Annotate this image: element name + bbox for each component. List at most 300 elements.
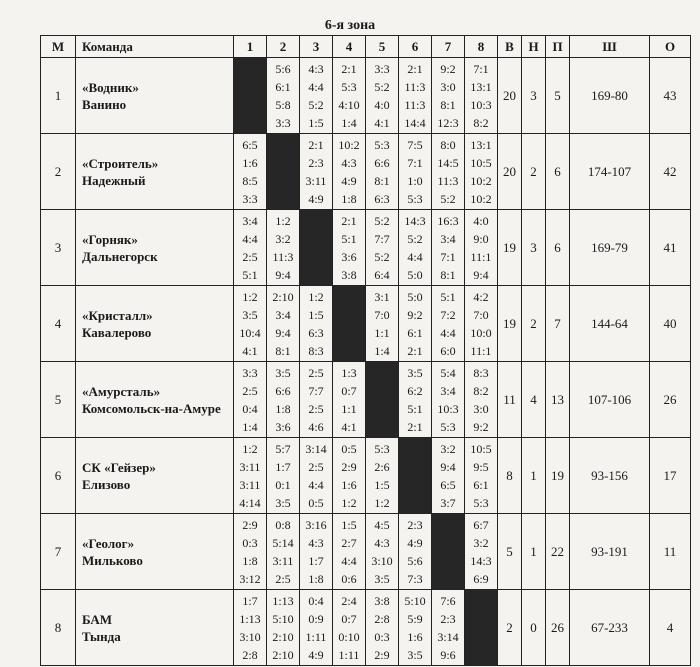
match-score: 0:4 xyxy=(242,401,258,416)
match-score: 3:5 xyxy=(242,307,258,322)
place-cell: 3 xyxy=(41,210,76,286)
match-scores-cell xyxy=(300,362,333,438)
match-score: 4:3 xyxy=(341,155,357,170)
match-score: 5:2 xyxy=(407,231,423,246)
team-name: «Водник» xyxy=(82,79,139,95)
losses-cell: 19 xyxy=(546,438,570,514)
match-scores-cell xyxy=(366,210,399,286)
team-cell xyxy=(76,286,234,362)
col-opponent-1-header: 1 xyxy=(234,36,267,58)
match-scores-cell xyxy=(432,362,465,438)
match-score: 3:3 xyxy=(374,61,390,76)
match-score: 1:5 xyxy=(308,307,324,322)
team-row xyxy=(41,514,691,590)
points-cell: 43 xyxy=(650,58,691,134)
match-scores-cell xyxy=(366,58,399,134)
col-goals-header: Ш xyxy=(570,36,650,58)
match-score: 8:1 xyxy=(275,343,291,358)
match-score: 5:2 xyxy=(374,249,390,264)
team-row xyxy=(41,590,691,666)
match-score: 3:3 xyxy=(242,191,258,206)
match-scores-cell xyxy=(366,134,399,210)
match-score: 3:10 xyxy=(239,629,261,644)
match-score: 5:3 xyxy=(374,137,390,152)
match-score: 5:8 xyxy=(275,97,291,112)
match-score: 2:9 xyxy=(374,647,390,662)
match-score: 4:4 xyxy=(440,325,456,340)
match-score: 3:3 xyxy=(242,365,258,380)
match-score: 1:2 xyxy=(242,289,258,304)
match-scores-cell xyxy=(234,590,267,666)
match-score: 4:4 xyxy=(242,231,258,246)
match-score: 9:2 xyxy=(407,307,423,322)
match-score: 1:13 xyxy=(239,611,261,626)
team-cell xyxy=(76,438,234,514)
match-scores-cell xyxy=(366,438,399,514)
team-cell xyxy=(76,210,234,286)
match-score: 3:4 xyxy=(275,307,291,322)
match-score: 8:3 xyxy=(308,343,324,358)
match-score: 2:1 xyxy=(341,213,357,228)
match-score: 2:9 xyxy=(341,459,357,474)
match-score: 6:2 xyxy=(407,383,423,398)
match-score: 6:5 xyxy=(242,137,258,152)
match-score: 5:9 xyxy=(407,611,423,626)
match-score: 3:8 xyxy=(374,593,390,608)
match-scores-cell xyxy=(465,514,498,590)
losses-cell: 22 xyxy=(546,514,570,590)
team-name: «Амурсталь» xyxy=(82,383,161,399)
match-score: 12:3 xyxy=(437,115,459,130)
match-scores-cell xyxy=(399,514,432,590)
points-cell: 41 xyxy=(650,210,691,286)
team-city: Мильково xyxy=(82,552,143,568)
match-score: 1:6 xyxy=(341,477,357,492)
team-cell xyxy=(76,362,234,438)
match-score: 1:7 xyxy=(308,553,324,568)
match-score: 1:2 xyxy=(308,289,324,304)
match-scores-cell xyxy=(399,286,432,362)
place-cell: 6 xyxy=(41,438,76,514)
match-score: 4:9 xyxy=(308,191,324,206)
match-score: 5:2 xyxy=(374,213,390,228)
match-score: 4:4 xyxy=(407,249,423,264)
match-score: 10:2 xyxy=(338,137,360,152)
goals-cell: 67-233 xyxy=(570,590,650,666)
team-name: «Горняк» xyxy=(82,231,138,247)
match-score: 7:5 xyxy=(407,137,423,152)
match-score: 5:2 xyxy=(440,191,456,206)
team-name: БАМ xyxy=(82,611,113,627)
col-opponent-2-header: 2 xyxy=(267,36,300,58)
match-score: 13:1 xyxy=(470,137,492,152)
match-score: 5:4 xyxy=(440,365,456,380)
match-score: 1:5 xyxy=(308,115,324,130)
match-score: 8:0 xyxy=(440,137,456,152)
points-cell: 40 xyxy=(650,286,691,362)
match-score: 7:1 xyxy=(440,249,456,264)
match-score: 1:2 xyxy=(374,495,390,510)
team-city: Тында xyxy=(82,628,121,644)
col-losses-header: П xyxy=(546,36,570,58)
match-score: 14:4 xyxy=(404,115,426,130)
match-score: 5:2 xyxy=(308,97,324,112)
match-scores-cell xyxy=(432,210,465,286)
goals-cell: 93-156 xyxy=(570,438,650,514)
match-score: 1:8 xyxy=(275,401,291,416)
match-score: 2:5 xyxy=(308,401,324,416)
match-score: 2:9 xyxy=(242,517,258,532)
draws-cell: 3 xyxy=(522,58,546,134)
match-score: 8:1 xyxy=(440,97,456,112)
header-row xyxy=(41,36,691,58)
points-cell: 42 xyxy=(650,134,691,210)
match-score: 2:8 xyxy=(374,611,390,626)
draws-cell: 0 xyxy=(522,590,546,666)
team-cell xyxy=(76,514,234,590)
match-scores-cell xyxy=(267,590,300,666)
match-score: 6:1 xyxy=(407,325,423,340)
wins-cell: 19 xyxy=(498,286,522,362)
match-score: 3:11 xyxy=(272,553,294,568)
match-score: 2:5 xyxy=(308,459,324,474)
wins-cell: 20 xyxy=(498,58,522,134)
match-scores-cell xyxy=(234,286,267,362)
match-score: 4:5 xyxy=(374,517,390,532)
match-scores-cell xyxy=(333,210,366,286)
match-score: 3:7 xyxy=(440,495,456,510)
place-cell: 7 xyxy=(41,514,76,590)
match-score: 1:13 xyxy=(272,593,294,608)
match-score: 8:1 xyxy=(440,267,456,282)
match-scores-cell xyxy=(300,514,333,590)
match-score: 1:2 xyxy=(341,495,357,510)
losses-cell: 13 xyxy=(546,362,570,438)
match-scores-cell xyxy=(465,210,498,286)
team-cell xyxy=(76,58,234,134)
match-scores-cell xyxy=(333,438,366,514)
match-score: 1:7 xyxy=(275,459,291,474)
match-score: 6:3 xyxy=(374,191,390,206)
match-score: 3:5 xyxy=(407,647,423,662)
match-score: 0:5 xyxy=(341,441,357,456)
match-score: 4:9 xyxy=(341,173,357,188)
match-scores-cell xyxy=(300,438,333,514)
col-draws-header: Н xyxy=(522,36,546,58)
match-score: 1:5 xyxy=(341,517,357,532)
team-city: Кавалерово xyxy=(82,324,152,340)
match-score: 2:1 xyxy=(407,61,423,76)
team-city: Ванино xyxy=(82,96,127,112)
match-score: 1:4 xyxy=(242,419,258,434)
col-opponent-3-header: 3 xyxy=(300,36,333,58)
match-score: 1:2 xyxy=(275,213,291,228)
match-scores-cell xyxy=(234,210,267,286)
points-cell: 11 xyxy=(650,514,691,590)
match-score: 8:2 xyxy=(473,383,489,398)
match-score: 3:0 xyxy=(440,79,456,94)
match-score: 1:3 xyxy=(341,365,357,380)
match-scores-cell xyxy=(267,514,300,590)
match-score: 3:12 xyxy=(239,571,261,586)
match-score: 2:1 xyxy=(308,137,324,152)
team-row xyxy=(41,286,691,362)
match-scores-cell xyxy=(300,58,333,134)
goals-cell: 107-106 xyxy=(570,362,650,438)
match-score: 5:10 xyxy=(404,593,426,608)
match-score: 4:6 xyxy=(308,419,324,434)
match-score: 11:3 xyxy=(404,79,426,94)
match-score: 6:4 xyxy=(374,267,390,282)
match-score: 7:2 xyxy=(440,307,456,322)
match-score: 1:8 xyxy=(341,191,357,206)
match-score: 6:5 xyxy=(440,477,456,492)
match-score: 1:5 xyxy=(374,477,390,492)
match-score: 10:3 xyxy=(437,401,459,416)
match-scores-cell xyxy=(366,514,399,590)
match-score: 11:1 xyxy=(470,343,492,358)
match-score: 3:5 xyxy=(275,495,291,510)
match-score: 9:2 xyxy=(473,419,489,434)
points-cell: 4 xyxy=(650,590,691,666)
match-score: 8:5 xyxy=(242,173,258,188)
match-score: 4:14 xyxy=(239,495,261,510)
place-cell: 4 xyxy=(41,286,76,362)
goals-cell: 169-79 xyxy=(570,210,650,286)
match-score: 3:3 xyxy=(275,115,291,130)
match-scores-cell xyxy=(465,438,498,514)
match-scores-cell xyxy=(234,438,267,514)
match-score: 2:7 xyxy=(341,535,357,550)
match-score: 2:10 xyxy=(272,647,294,662)
match-scores-cell xyxy=(267,362,300,438)
match-scores-cell xyxy=(432,134,465,210)
match-score: 9:6 xyxy=(440,647,456,662)
match-scores-cell xyxy=(267,210,300,286)
match-score: 11:3 xyxy=(404,97,426,112)
wins-cell: 20 xyxy=(498,134,522,210)
team-row xyxy=(41,438,691,514)
match-score: 3:16 xyxy=(305,517,327,532)
match-score: 7:0 xyxy=(374,307,390,322)
match-scores-cell xyxy=(366,590,399,666)
team-name: «Строитель» xyxy=(82,155,159,171)
match-score: 2:6 xyxy=(374,459,390,474)
match-score: 10:2 xyxy=(470,191,492,206)
self-match-cell xyxy=(432,514,465,590)
match-score: 3:11 xyxy=(305,173,327,188)
match-score: 9:4 xyxy=(275,267,291,282)
match-score: 2:5 xyxy=(242,383,258,398)
match-score: 5:1 xyxy=(440,289,456,304)
wins-cell: 8 xyxy=(498,438,522,514)
team-cell xyxy=(76,134,234,210)
match-scores-cell xyxy=(399,210,432,286)
match-score: 5:3 xyxy=(374,441,390,456)
match-score: 0:3 xyxy=(242,535,258,550)
team-name: СК «Гейзер» xyxy=(82,459,156,475)
match-score: 2:3 xyxy=(407,517,423,532)
match-score: 10:2 xyxy=(470,173,492,188)
match-scores-cell xyxy=(234,134,267,210)
match-score: 1:11 xyxy=(305,629,327,644)
match-score: 6:1 xyxy=(473,477,489,492)
match-score: 9:5 xyxy=(473,459,489,474)
match-scores-cell xyxy=(333,590,366,666)
match-score: 14:3 xyxy=(470,553,492,568)
team-row xyxy=(41,362,691,438)
match-score: 2:3 xyxy=(440,611,456,626)
self-match-cell xyxy=(465,590,498,666)
match-score: 4:3 xyxy=(308,61,324,76)
col-opponent-7-header: 7 xyxy=(432,36,465,58)
match-score: 4:2 xyxy=(473,289,489,304)
match-score: 14:5 xyxy=(437,155,459,170)
match-score: 0:4 xyxy=(308,593,324,608)
match-scores-cell xyxy=(432,286,465,362)
draws-cell: 2 xyxy=(522,286,546,362)
match-score: 3:14 xyxy=(437,629,459,644)
goals-cell: 174-107 xyxy=(570,134,650,210)
match-score: 3:5 xyxy=(374,571,390,586)
match-score: 5:6 xyxy=(275,61,291,76)
points-cell: 26 xyxy=(650,362,691,438)
wins-cell: 5 xyxy=(498,514,522,590)
match-score: 0:3 xyxy=(374,629,390,644)
match-score: 5:3 xyxy=(473,495,489,510)
match-score: 9:4 xyxy=(275,325,291,340)
match-score: 0:7 xyxy=(341,383,357,398)
match-score: 3:5 xyxy=(407,365,423,380)
match-score: 5:3 xyxy=(341,79,357,94)
match-scores-cell xyxy=(432,438,465,514)
results-table xyxy=(40,35,691,666)
match-score: 6:1 xyxy=(275,79,291,94)
match-score: 1:7 xyxy=(242,593,258,608)
match-score: 9:4 xyxy=(473,267,489,282)
match-score: 2:1 xyxy=(407,419,423,434)
self-match-cell xyxy=(333,286,366,362)
match-score: 6:0 xyxy=(440,343,456,358)
team-row xyxy=(41,210,691,286)
points-cell: 17 xyxy=(650,438,691,514)
match-score: 5:10 xyxy=(272,611,294,626)
match-score: 3:6 xyxy=(341,249,357,264)
match-score: 1:1 xyxy=(374,325,390,340)
match-score: 7:7 xyxy=(374,231,390,246)
match-score: 14:3 xyxy=(404,213,426,228)
team-cell xyxy=(76,590,234,666)
match-score: 6:9 xyxy=(473,571,489,586)
match-scores-cell xyxy=(465,134,498,210)
place-cell: 1 xyxy=(41,58,76,134)
match-score: 3:2 xyxy=(440,441,456,456)
goals-cell: 169-80 xyxy=(570,58,650,134)
match-score: 4:1 xyxy=(374,115,390,130)
match-score: 1:1 xyxy=(341,401,357,416)
match-score: 4:1 xyxy=(242,343,258,358)
match-score: 13:1 xyxy=(470,79,492,94)
match-score: 9:4 xyxy=(440,459,456,474)
match-score: 10:3 xyxy=(470,97,492,112)
goals-cell: 144-64 xyxy=(570,286,650,362)
team-city: Елизово xyxy=(82,476,131,492)
match-score: 3:0 xyxy=(473,401,489,416)
results-body xyxy=(41,58,691,666)
draws-cell: 2 xyxy=(522,134,546,210)
match-scores-cell xyxy=(300,134,333,210)
match-score: 4:4 xyxy=(308,79,324,94)
match-score: 11:3 xyxy=(437,173,459,188)
match-scores-cell xyxy=(399,58,432,134)
losses-cell: 26 xyxy=(546,590,570,666)
self-match-cell xyxy=(366,362,399,438)
match-score: 1:4 xyxy=(374,343,390,358)
col-opponent-5-header: 5 xyxy=(366,36,399,58)
match-scores-cell xyxy=(300,590,333,666)
match-score: 6:6 xyxy=(374,155,390,170)
match-score: 5:0 xyxy=(407,267,423,282)
match-score: 0:6 xyxy=(341,571,357,586)
match-score: 3:10 xyxy=(371,553,393,568)
match-score: 7:1 xyxy=(473,61,489,76)
match-score: 4:10 xyxy=(338,97,360,112)
match-score: 5:2 xyxy=(374,79,390,94)
match-score: 2:10 xyxy=(272,629,294,644)
match-score: 6:7 xyxy=(473,517,489,532)
match-score: 3:2 xyxy=(473,535,489,550)
match-scores-cell xyxy=(465,362,498,438)
match-score: 2:5 xyxy=(275,571,291,586)
match-score: 10:0 xyxy=(470,325,492,340)
draws-cell: 1 xyxy=(522,514,546,590)
match-score: 4:4 xyxy=(341,553,357,568)
match-score: 0:10 xyxy=(338,629,360,644)
match-score: 5:1 xyxy=(407,401,423,416)
match-score: 1:2 xyxy=(242,441,258,456)
match-score: 2:3 xyxy=(308,155,324,170)
match-score: 3:14 xyxy=(305,441,327,456)
match-score: 3:11 xyxy=(239,477,261,492)
match-score: 6:6 xyxy=(275,383,291,398)
match-scores-cell xyxy=(333,514,366,590)
losses-cell: 6 xyxy=(546,210,570,286)
team-row xyxy=(41,58,691,134)
col-opponent-8-header: 8 xyxy=(465,36,498,58)
self-match-cell xyxy=(234,58,267,134)
match-score: 4:9 xyxy=(308,647,324,662)
match-score: 4:9 xyxy=(407,535,423,550)
wins-cell: 19 xyxy=(498,210,522,286)
losses-cell: 7 xyxy=(546,286,570,362)
team-row xyxy=(41,134,691,210)
match-score: 3:8 xyxy=(341,267,357,282)
match-score: 2:1 xyxy=(407,343,423,358)
match-score: 5:7 xyxy=(275,441,291,456)
match-score: 4:3 xyxy=(308,535,324,550)
match-score: 9:0 xyxy=(473,231,489,246)
match-scores-cell xyxy=(366,286,399,362)
team-name: «Кристалл» xyxy=(82,307,153,323)
match-scores-cell xyxy=(465,286,498,362)
match-scores-cell xyxy=(333,58,366,134)
col-points-header: О xyxy=(650,36,691,58)
match-score: 8:1 xyxy=(374,173,390,188)
match-score: 6:3 xyxy=(308,325,324,340)
match-score: 7:7 xyxy=(308,383,324,398)
match-score: 4:0 xyxy=(473,213,489,228)
match-score: 5:14 xyxy=(272,535,294,550)
